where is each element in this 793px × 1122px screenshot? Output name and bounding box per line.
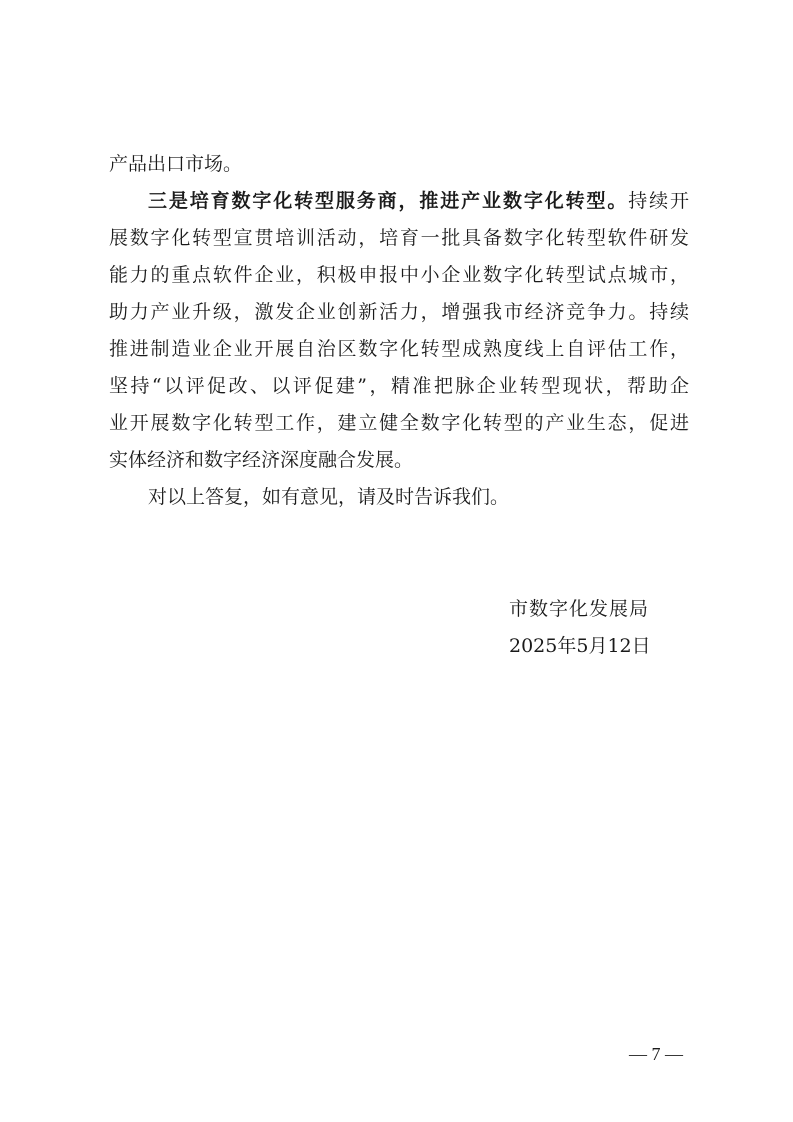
closing-sentence: 对以上答复，如有意见，请及时告诉我们。 xyxy=(148,486,510,508)
bold-lead-sentence: 三是培育数字化转型服务商，推进产业数字化转型。 xyxy=(148,190,629,212)
signature-date: 2025年5月12日 xyxy=(509,635,651,657)
paragraph-line: 产品出口市场。 xyxy=(109,153,243,175)
paragraph-text: 持续开 xyxy=(628,190,689,212)
paragraph-line: 推进制造业企业开展自治区数字化转型成熟度线上自评估工作， xyxy=(109,338,689,360)
paragraph-line: 坚持“以评促改、以评促建”，精准把脉企业转型现状，帮助企 xyxy=(109,375,689,397)
paragraph-line: 实体经济和数字经济深度融合发展。 xyxy=(109,449,414,471)
page-number: — 7 — xyxy=(629,1044,683,1064)
signature-organization: 市数字化发展局 xyxy=(509,598,650,620)
paragraph-line xyxy=(148,188,689,214)
paragraph-line: 能力的重点软件企业，积极申报中小企业数字化转型试点城市， xyxy=(109,264,689,286)
paragraph-line: 展数字化转型宣贯培训活动，培育一批具备数字化转型软件研发 xyxy=(109,227,689,249)
paragraph-line: 助力产业升级，激发企业创新活力，增强我市经济竞争力。持续 xyxy=(109,301,689,323)
paragraph-line: 业开展数字化转型工作，建立健全数字化转型的产业生态，促进 xyxy=(109,412,689,434)
